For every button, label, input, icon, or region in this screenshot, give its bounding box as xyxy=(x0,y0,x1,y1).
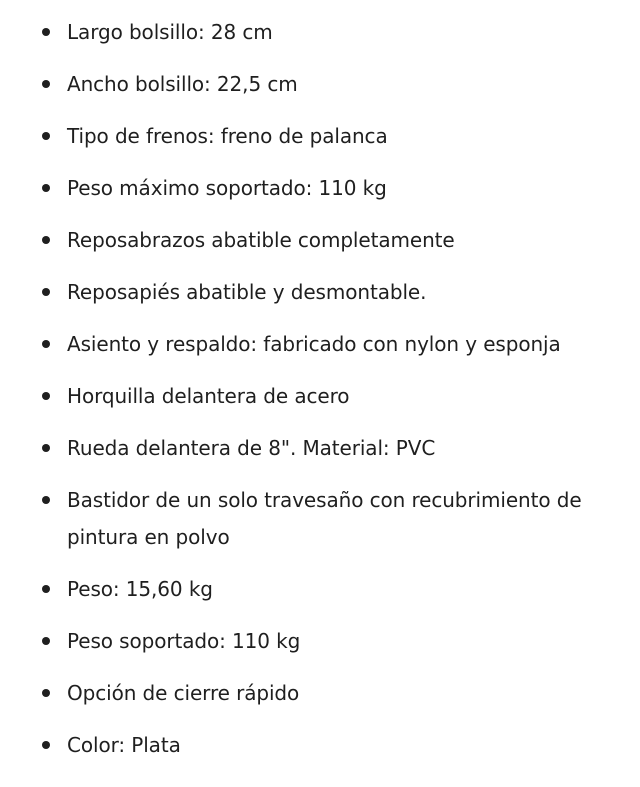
spec-item xyxy=(0,118,640,155)
spec-text: Peso: 15,60 kg xyxy=(67,577,213,601)
bullet-icon xyxy=(42,741,50,749)
spec-item xyxy=(0,378,640,415)
bullet-icon xyxy=(42,496,50,504)
bullet-icon xyxy=(42,184,50,192)
spec-item xyxy=(0,326,640,363)
spec-item xyxy=(0,675,640,712)
spec-item xyxy=(0,727,640,764)
bullet-icon xyxy=(42,132,50,140)
bullet-icon xyxy=(42,444,50,452)
bullet-icon xyxy=(42,585,50,593)
spec-item xyxy=(0,66,640,103)
spec-item xyxy=(0,571,640,608)
spec-text: Color: Plata xyxy=(67,733,181,757)
spec-item xyxy=(0,482,640,556)
spec-text: Ancho bolsillo: 22,5 cm xyxy=(67,72,298,96)
bullet-icon xyxy=(42,689,50,697)
spec-item xyxy=(0,222,640,259)
spec-text: Peso máximo soportado: 110 kg xyxy=(67,176,387,200)
spec-text: Opción de cierre rápido xyxy=(67,681,300,705)
spec-text: Asiento y respaldo: fabricado con nylon y esponja xyxy=(67,332,561,356)
spec-text: Reposapiés abatible y desmontable. xyxy=(67,280,427,304)
spec-text: Largo bolsillo: 28 cm xyxy=(67,20,273,44)
bullet-icon xyxy=(42,28,50,36)
spec-item xyxy=(0,623,640,660)
spec-text: Horquilla delantera de acero xyxy=(67,384,350,408)
spec-item xyxy=(0,274,640,311)
spec-text: Peso soportado: 110 kg xyxy=(67,629,301,653)
spec-item xyxy=(0,170,640,207)
bullet-icon xyxy=(42,392,50,400)
bullet-icon xyxy=(42,340,50,348)
spec-text: Bastidor de un solo travesaño con recubrimiento de pintura en polvo xyxy=(67,488,582,549)
bullet-icon xyxy=(42,288,50,296)
spec-text: Rueda delantera de 8". Material: PVC xyxy=(67,436,436,460)
bullet-icon xyxy=(42,637,50,645)
spec-text: Reposabrazos abatible completamente xyxy=(67,228,455,252)
spec-text: Tipo de frenos: freno de palanca xyxy=(67,124,388,148)
spec-item xyxy=(0,14,640,51)
bullet-icon xyxy=(42,236,50,244)
spec-item xyxy=(0,430,640,467)
bullet-icon xyxy=(42,80,50,88)
